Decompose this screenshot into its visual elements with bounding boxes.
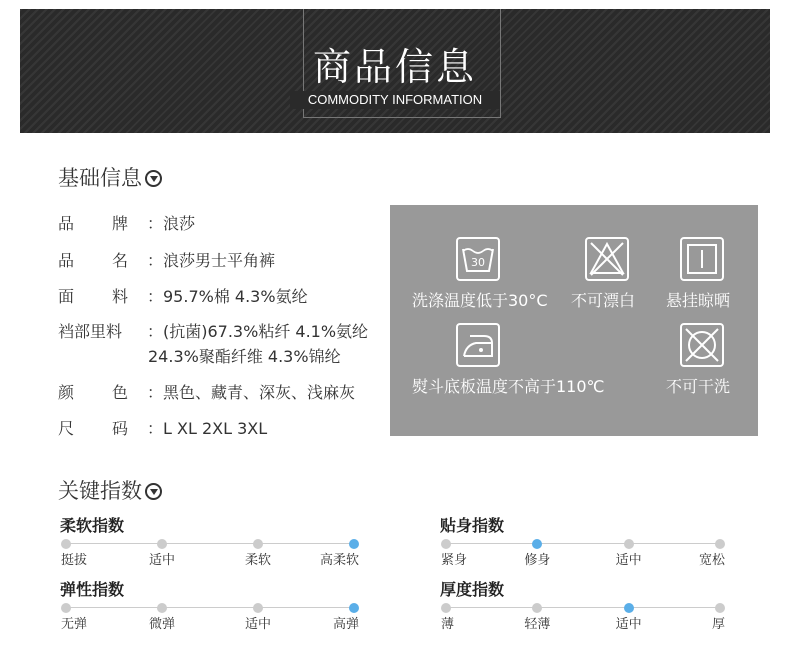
scale-dot — [253, 603, 263, 613]
banner-title: 商品信息 — [312, 45, 477, 89]
care-label-wash: 洗涤温度低于30°C — [412, 291, 548, 310]
fit-scale — [441, 537, 725, 577]
scale-track — [66, 543, 354, 544]
care-label-no-bleach: 不可漂白 — [571, 291, 636, 310]
svg-text:30: 30 — [471, 256, 485, 269]
no-bleach-icon — [585, 237, 629, 281]
softness-scale — [61, 537, 359, 577]
softness-index-title: 柔软指数 — [60, 516, 125, 535]
scale-tick-label: 适中 — [615, 617, 642, 632]
scale-dot-active — [624, 603, 634, 613]
thickness-index-title: 厚度指数 — [440, 580, 505, 599]
care-label-hang-dry: 悬挂晾晒 — [666, 291, 731, 310]
scale-dot-active — [349, 539, 359, 549]
scale-dot — [441, 603, 451, 613]
scale-tick-label: 柔软 — [244, 553, 272, 568]
scale-tick-label: 修身 — [524, 553, 551, 568]
care-label-iron: 熨斗底板温度不高于110℃ — [412, 377, 605, 396]
scale-dot — [61, 539, 71, 549]
scale-tick-label: 适中 — [244, 617, 272, 632]
basic-info-title: 基础信息 — [58, 165, 162, 191]
scale-dot-active — [349, 603, 359, 613]
thickness-scale — [441, 601, 725, 641]
key-index-title: 关键指数 — [58, 478, 162, 504]
scale-tick-label: 适中 — [615, 553, 642, 568]
scale-tick-label: 微弹 — [148, 617, 176, 632]
banner-subtitle: COMMODITY INFORMATION — [290, 91, 500, 109]
hang-dry-icon — [680, 237, 724, 281]
circle-down-icon — [145, 170, 162, 187]
scale-tick-label: 紧身 — [441, 553, 468, 568]
scale-track — [446, 543, 720, 544]
scale-tick-label: 厚 — [711, 617, 725, 632]
scale-track — [66, 607, 354, 608]
scale-tick-label: 宽松 — [698, 553, 725, 568]
scale-dot — [157, 603, 167, 613]
scale-tick-label: 轻薄 — [524, 617, 551, 632]
scale-dot — [624, 539, 634, 549]
elasticity-index-title: 弹性指数 — [60, 580, 125, 599]
care-label-no-dry-clean: 不可干洗 — [666, 377, 731, 396]
scale-tick-label: 无弹 — [61, 617, 88, 632]
header-banner — [20, 9, 770, 133]
scale-dot — [441, 539, 451, 549]
scale-dot — [61, 603, 71, 613]
scale-tick-label: 适中 — [148, 553, 176, 568]
scale-tick-label: 挺拔 — [61, 553, 88, 568]
scale-tick-label: 高弹 — [332, 617, 359, 632]
elasticity-scale — [61, 601, 359, 641]
scale-dot — [157, 539, 167, 549]
scale-track — [446, 607, 720, 608]
scale-tick-label: 高柔软 — [319, 553, 359, 568]
scale-dot — [532, 603, 542, 613]
scale-dot-active — [532, 539, 542, 549]
scale-dot — [253, 539, 263, 549]
fit-index-title: 贴身指数 — [440, 516, 505, 535]
iron-110-icon — [456, 323, 500, 367]
scale-dot — [715, 539, 725, 549]
scale-tick-label: 薄 — [441, 617, 455, 632]
scale-dot — [715, 603, 725, 613]
circle-down-icon — [145, 483, 162, 500]
wash-30-icon — [456, 237, 500, 281]
care-panel — [390, 205, 758, 436]
no-dry-clean-icon — [680, 323, 724, 367]
